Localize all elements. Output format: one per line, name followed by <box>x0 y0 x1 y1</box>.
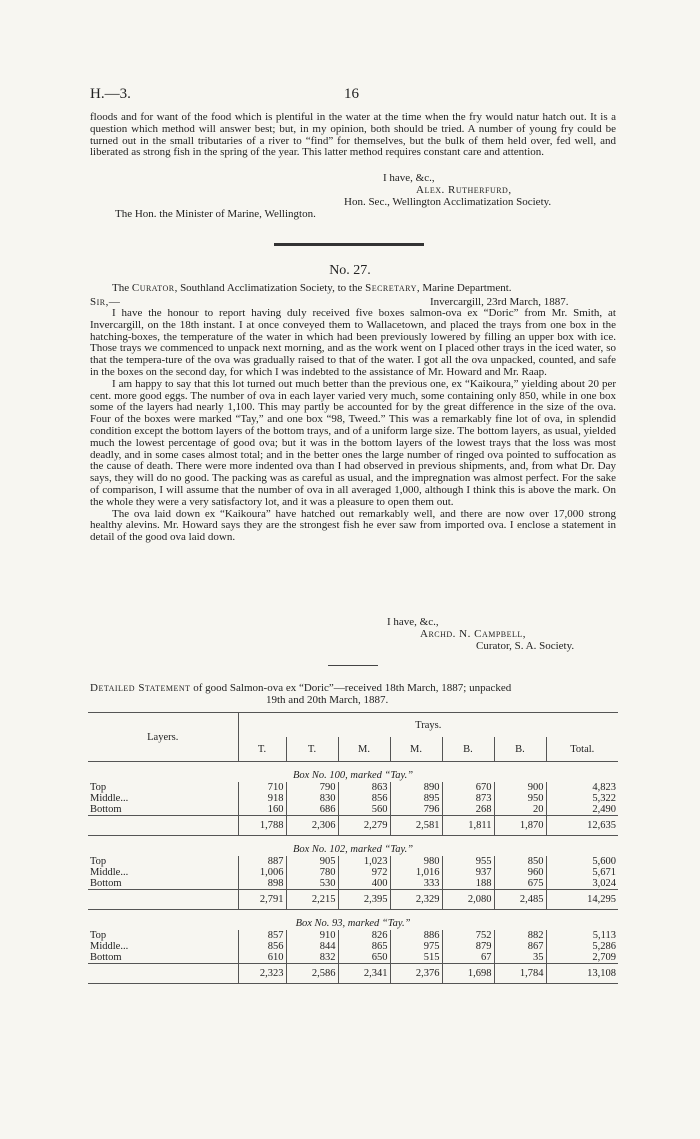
box-caption: Box No. 102, marked “Tay.” <box>292 843 414 855</box>
total-value: 1,784 <box>494 964 546 984</box>
cell-value: 5,322 <box>592 793 616 804</box>
table-row <box>88 952 618 964</box>
total-value: 1,870 <box>494 816 546 836</box>
table-row <box>88 941 618 952</box>
cell-value: 20 <box>494 804 546 816</box>
table-row <box>88 793 618 804</box>
total-value: 2,485 <box>494 890 546 910</box>
cell-value: 830 <box>286 793 338 804</box>
cell-value: 710 <box>238 782 286 793</box>
cell-value: 1,006 <box>238 867 286 878</box>
place-date: Invercargill, 23rd March, 1887. <box>430 296 569 308</box>
from-to-part: , Southland Acclimatization Society, to the <box>174 282 363 294</box>
layer-label: Bottom <box>88 952 238 964</box>
table-row <box>88 867 618 878</box>
cell-value: 905 <box>286 856 338 867</box>
totals-row <box>88 964 618 984</box>
statement-title-rest: of good Salmon-ova ex “Doric”—received 18th March, 1887; unpacked <box>190 682 512 694</box>
prev-position: Hon. Sec., Wellington Acclimatization Society. <box>344 196 552 208</box>
totals-spacer <box>88 816 238 836</box>
cell-value: 1,023 <box>338 856 390 867</box>
cell-value: 1,016 <box>390 867 442 878</box>
total-value: 2,279 <box>338 816 390 836</box>
prev-closing: I have, &c., <box>383 172 435 184</box>
cell-value: 675 <box>494 878 546 890</box>
cell-value: 515 <box>390 952 442 964</box>
total-value: 1,811 <box>442 816 494 836</box>
prev-addressee: The Hon. the Minister of Marine, Wellington. <box>115 208 316 220</box>
table-row <box>88 930 618 941</box>
cell-value: 867 <box>494 941 546 952</box>
column-header: T. <box>238 737 286 762</box>
total-value: 2,395 <box>338 890 390 910</box>
cell-value: 67 <box>442 952 494 964</box>
total-value: 2,341 <box>338 964 390 984</box>
to-secretary: Secretary <box>365 282 417 294</box>
cell-value: 400 <box>338 878 390 890</box>
cell-value: 670 <box>442 782 494 793</box>
table-body <box>88 762 618 984</box>
layer-label: Top <box>88 782 238 793</box>
layer-label: Bottom <box>88 804 238 816</box>
layer-label: Top <box>88 930 238 941</box>
cell-value: 5,600 <box>592 856 616 867</box>
cell-value: 3,024 <box>592 878 616 889</box>
cell-value: 268 <box>442 804 494 816</box>
column-header: B. <box>494 737 546 762</box>
total-value: 13,108 <box>587 968 616 979</box>
total-value: 2,215 <box>286 890 338 910</box>
total-value: 2,586 <box>286 964 338 984</box>
from-to-part: The <box>112 282 130 294</box>
column-header: Total. <box>570 743 595 755</box>
cell-value: 844 <box>286 941 338 952</box>
total-value: 2,323 <box>238 964 286 984</box>
letter-closing: I have, &c., <box>387 616 439 628</box>
layer-label: Middle... <box>88 867 238 878</box>
cell-value: 960 <box>494 867 546 878</box>
prev-letter-paragraph <box>90 112 616 159</box>
cell-value: 873 <box>442 793 494 804</box>
letter-from-to <box>112 282 512 294</box>
cell-value: 890 <box>390 782 442 793</box>
page-number: 16 <box>344 86 359 102</box>
cell-value: 980 <box>390 856 442 867</box>
cell-value: 863 <box>338 782 390 793</box>
cell-value: 752 <box>442 930 494 941</box>
letter-number: No. 27. <box>329 263 371 278</box>
series-code: H.—3. <box>90 86 131 102</box>
cell-value: 2,490 <box>592 804 616 815</box>
salutation: Sir,— <box>90 296 121 308</box>
box-caption: Box No. 93, marked “Tay.” <box>295 917 411 929</box>
cell-value: 5,671 <box>592 867 616 878</box>
cell-value: 780 <box>286 867 338 878</box>
total-value: 2,306 <box>286 816 338 836</box>
cell-value: 5,113 <box>592 930 616 941</box>
cell-value: 895 <box>390 793 442 804</box>
layers-header: Layers. <box>88 713 238 762</box>
letter-paragraph: I have the honour to report having duly received five boxes salmon-ova ex “Doric” from Mr. Smith, at Invercargill, on the 18th instant. I at once conveyed them to Wallacetown, and placed the trays from one box in the hatching-boxes, the temperature of the water in which had been previously lowered by filling an upper box with ice. Those trays we commenced to unpack next morning, and as the work went on I placed other trays in the iced water, so that the tempera-ture of the ova was gradually raised to that of the water. I got all the ova unpacked, counted, and safe in the boxes on the second day, for which I was indebted to the assistance of Mr. Howard and Mr. Raap. <box>90 307 616 378</box>
totals-spacer <box>88 890 238 910</box>
cell-value: 955 <box>442 856 494 867</box>
letter-paragraph: I am happy to say that this lot turned out much better than the previous one, ex “Kaikoura,” yielding about 20 per cent. more good eggs. The number of ova in each layer varied very much, some containing only 850, while in one box some of the layers had nearly 1,100. This may partly be accounted for by the great difference in the size of the ova. Four of the boxes were marked “Tay,” and one box “98, Tweed.” This was a remarkably fine lot of ova, in splendid condition except the bottom layers of the bottom trays, and of a uniform large size. The bottom layers, as usual, yielded much the lowest percentage of good ova; but it was in the bottom layers of the lowest trays that the loss was most deadly, and in some cases almost total; and in the better ones the large number of ringed ova pointed to suffocation as the cause of death. There were more indented ova than I had observed in previous shipments, and, from what Dr. Day says, they will do no good. The packing was as careful as usual, and the impregnation was almost perfect. For the sake of comparison, I will assume that the number of ova in all averaged 1,000, although I think this is above the mark. On the whole they were a very satisfactory lot, and it was a pleasure to open them out. <box>90 377 616 508</box>
cell-value: 832 <box>286 952 338 964</box>
ova-statement-table <box>88 712 618 984</box>
cell-value: 937 <box>442 867 494 878</box>
column-header: B. <box>442 737 494 762</box>
cell-value: 879 <box>442 941 494 952</box>
cell-value: 35 <box>494 952 546 964</box>
prev-paragraph-text: floods and for want of the food which is plentiful in the water at the time when the fry would natur hatch out. It is a question which method will answer best; but, in my opinion, both should be tried. A number of young fry could be turned out in the small tributaries of a river to “find” for themselves, but the bulk of them held over, fed well, and liberated as strong fish in the spring of the year. This latter method requires constant care and attention. <box>90 111 616 159</box>
box-caption: Box No. 100, marked “Tay.” <box>292 769 414 781</box>
cell-value: 2,709 <box>592 952 616 963</box>
cell-value: 898 <box>238 878 286 890</box>
letter-paragraph: The ova laid down ex “Kaikoura” have hatched out remarkably well, and there are now over 17,000 strong healthy alevins. Mr. Howard says they are the strongest fish he ever saw from imported ova. I enclose a statement in detail of the good ova laid down. <box>90 507 616 544</box>
column-header: M. <box>338 737 390 762</box>
cell-value: 975 <box>390 941 442 952</box>
trays-header: Trays. <box>415 719 442 731</box>
total-value: 2,581 <box>390 816 442 836</box>
totals-row <box>88 816 618 836</box>
cell-value: 910 <box>286 930 338 941</box>
total-value: 14,295 <box>587 894 616 905</box>
cell-value: 530 <box>286 878 338 890</box>
total-value: 2,376 <box>390 964 442 984</box>
cell-value: 5,286 <box>592 941 616 952</box>
total-value: 1,698 <box>442 964 494 984</box>
totals-row <box>88 890 618 910</box>
letter-body <box>90 308 616 544</box>
layer-label: Bottom <box>88 878 238 890</box>
totals-spacer <box>88 964 238 984</box>
cell-value: 918 <box>238 793 286 804</box>
table-row <box>88 878 618 890</box>
cell-value: 790 <box>286 782 338 793</box>
cell-value: 4,823 <box>592 782 616 793</box>
statement-title-lead: Detailed Statement <box>90 682 191 694</box>
total-value: 2,080 <box>442 890 494 910</box>
column-header: T. <box>286 737 338 762</box>
statement-title-line2: 19th and 20th March, 1887. <box>266 694 389 706</box>
cell-value: 160 <box>238 804 286 816</box>
section-divider <box>274 243 424 246</box>
cell-value: 796 <box>390 804 442 816</box>
cell-value: 856 <box>238 941 286 952</box>
total-value: 2,329 <box>390 890 442 910</box>
total-value: 12,635 <box>587 820 616 831</box>
cell-value: 950 <box>494 793 546 804</box>
letter-position: Curator, S. A. Society. <box>476 640 575 652</box>
cell-value: 882 <box>494 930 546 941</box>
layer-label: Middle... <box>88 941 238 952</box>
cell-value: 188 <box>442 878 494 890</box>
total-value: 2,791 <box>238 890 286 910</box>
cell-value: 865 <box>338 941 390 952</box>
cell-value: 686 <box>286 804 338 816</box>
table-row <box>88 804 618 816</box>
statement-title <box>90 682 511 694</box>
from-to-part: , Marine Department. <box>416 282 512 294</box>
cell-value: 650 <box>338 952 390 964</box>
layer-label: Middle... <box>88 793 238 804</box>
cell-value: 610 <box>238 952 286 964</box>
column-header: M. <box>390 737 442 762</box>
cell-value: 887 <box>238 856 286 867</box>
cell-value: 333 <box>390 878 442 890</box>
table-row <box>88 782 618 793</box>
prev-signature: Alex. Rutherfurd, <box>416 184 512 196</box>
cell-value: 560 <box>338 804 390 816</box>
cell-value: 856 <box>338 793 390 804</box>
minor-divider <box>328 665 378 666</box>
total-value: 1,788 <box>238 816 286 836</box>
cell-value: 850 <box>494 856 546 867</box>
cell-value: 857 <box>238 930 286 941</box>
layer-label: Top <box>88 856 238 867</box>
table-row <box>88 856 618 867</box>
cell-value: 826 <box>338 930 390 941</box>
letter-signature: Archd. N. Campbell, <box>420 628 527 640</box>
cell-value: 972 <box>338 867 390 878</box>
cell-value: 886 <box>390 930 442 941</box>
cell-value: 900 <box>494 782 546 793</box>
from-curator: Curator <box>131 282 175 294</box>
